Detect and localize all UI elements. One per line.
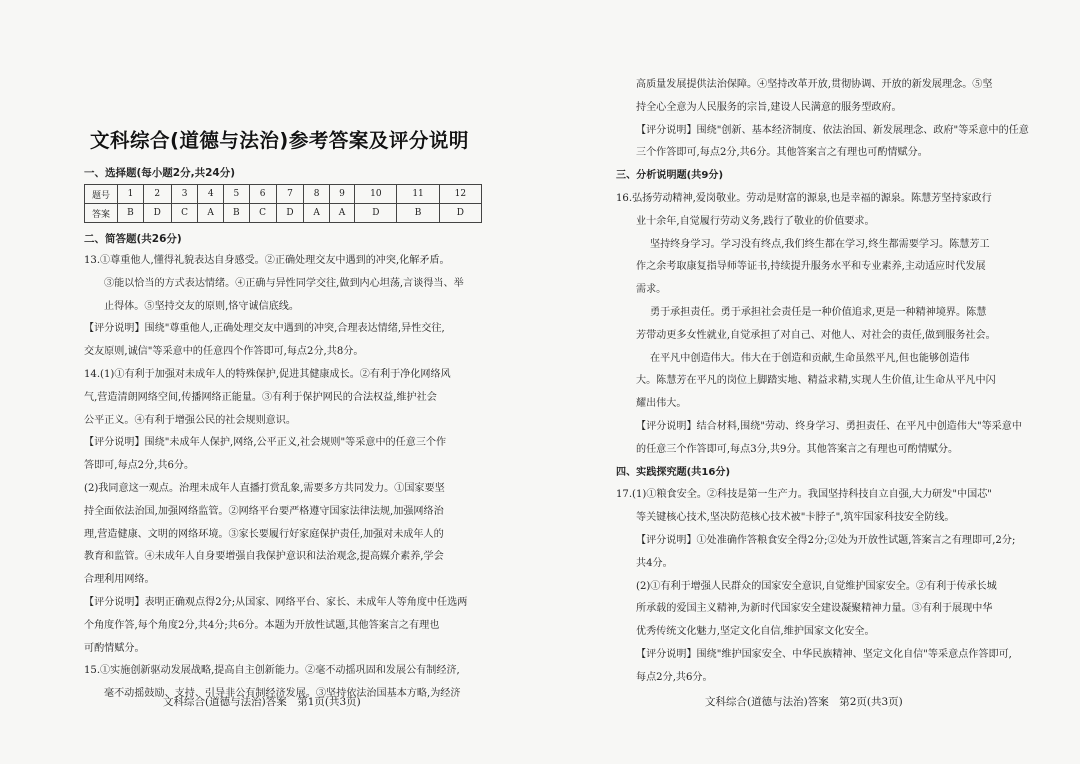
scoring-note-line: 【评分说明】围绕"创新、基本经济制度、依法治国、新发展理念、政府"等采意中的任意 [636,124,1029,136]
text-line: 业十余年,自觉履行劳动义务,践行了敬业的价值要求。 [636,215,875,227]
scoring-note-line: 每点2分,共6分。 [636,671,713,683]
table-cell: 12 [439,185,481,204]
scoring-note-line: 【评分说明】①处准确作答粮食安全得2分;②处为开放性试题,答案言之有理即可,2分; [636,534,1016,546]
text-line: 持全面依法治国,加强网络监管。②网络平台要严格遵守国家法律法规,加强网络治 [84,505,444,517]
scoring-note-line: 交友原则,诚信"等采意中的任意四个作答即可,每点2分,共8分。 [84,346,364,358]
text-line: 大。陈慧芳在平凡的岗位上脚踏实地、精益求精,实现人生价值,让生命从平凡中闪 [636,375,996,387]
table-cell: A [198,204,223,223]
text-line: 坚持终身学习。学习没有终点,我们终生都在学习,终生都需要学习。陈慧芳工 [650,238,990,250]
text-line: 高质量发展提供法治保障。④坚持改革开放,贯彻协调、开放的新发展理念。⑤坚 [636,79,993,90]
section-heading-short-answer: 二、简答题(共26分) [84,233,182,245]
document-title: 文科综合(道德与法治)参考答案及评分说明 [90,129,469,152]
table-cell: 3 [171,185,198,204]
page-2 [540,0,1080,764]
text-line: 等关键核心技术,坚决防范核心技术被"卡脖子",筑牢国家科技安全防线。 [636,512,955,524]
scoring-note-line: 【评分说明】结合材料,围绕"劳动、终身学习、勇担责任、在平凡中创造伟大"等采意中 [636,420,1022,432]
table-cell: 10 [355,185,397,204]
section-heading-choice: 一、选择题(每小题2分,共24分) [84,167,236,179]
section-heading-analysis: 三、分析说明题(共9分) [616,170,724,182]
page-1-footer: 文科综合(道德与法治)答案 第1页(共3页) [163,696,361,708]
table-cell: 9 [329,185,354,204]
scoring-note-line: 个角度作答,每个角度2分,共4分;共6分。本题为开放性试题,其他答案言之有理也 [84,619,440,631]
text-line: 优秀传统文化魅力,坚定文化自信,维护国家文化安全。 [636,626,875,638]
scoring-note-line: 答即可,每点2分,共6分。 [84,460,195,472]
table-cell: 1 [118,185,144,204]
table-cell: 2 [143,185,171,204]
table-cell: 7 [276,185,304,204]
table-cell: C [171,204,198,223]
text-line: ③能以恰当的方式表达情绪。④正确与异性同学交往,做到内心坦荡,言谈得当、举 [104,277,464,289]
text-line: 止得体。⑤坚持交友的原则,恪守诚信底线。 [104,300,299,312]
scoring-note-line: 可酌情赋分。 [84,642,145,654]
table-cell: A [304,204,329,223]
table-cell: 8 [304,185,329,204]
table-header-cell: 答案 [85,204,118,223]
table-cell: 5 [223,185,249,204]
table-cell: C [249,204,276,223]
text-line: 13.①尊重他人,懂得礼貌表达自身感受。②正确处理交友中遇到的冲突,化解矛盾。 [84,255,450,266]
scoring-note-line: 【评分说明】表明正确观点得2分;从国家、网络平台、家长、未成年人等角度中任选两 [84,596,468,608]
text-line: 需求。 [636,284,667,296]
text-line: 所承载的爱国主义精神,为新时代国家安全建设凝聚精神力量。③有利于展现中华 [636,603,993,615]
text-line: 公平正义。④有利于增强公民的社会规则意识。 [84,414,296,426]
text-line: (2)我同意这一观点。治理未成年人直播打赏乱象,需要多方共同发力。①国家要坚 [84,482,445,494]
answer-table [84,184,482,223]
section-heading-practice: 四、实践探究题(共16分) [616,466,731,478]
text-line: 勇于承担责任。勇于承担社会责任是一种价值追求,更是一种精神境界。陈慧 [650,306,987,318]
text-line: 毫不动摇鼓励、支持、引导非公有制经济发展。③坚持依法治国基本方略,为经济 [104,688,461,700]
table-cell: 6 [249,185,276,204]
scoring-note-line: 【评分说明】围绕"维护国家安全、中华民族精神、坚定文化自信"等采意点作答即可, [636,648,1012,660]
table-cell: D [355,204,397,223]
text-line: 16.弘扬劳动精神,爱岗敬业。劳动是财富的源泉,也是幸福的源泉。陈慧芳坚持家政行 [616,192,992,204]
table-cell: A [329,204,354,223]
text-line: 气,营造清朗网络空间,传播网络正能量。③有利于保护网民的合法权益,维护社会 [84,391,437,403]
text-line: 耀出伟大。 [636,398,687,410]
text-line: 14.(1)①有利于加强对未成年人的特殊保护,促进其健康成长。②有利于净化网络风 [84,368,451,380]
table-cell: 4 [198,185,223,204]
scoring-note-line: 共4分。 [636,557,673,569]
table-cell: 11 [397,185,439,204]
page-2-footer: 文科综合(道德与法治)答案 第2页(共3页) [705,696,903,708]
text-line: (2)①有利于增强人民群众的国家安全意识,自觉维护国家安全。②有利于传承长城 [636,580,997,592]
text-line: 教育和监管。④未成年人自身要增强自我保护意识和法治观念,提高媒介素养,学会 [84,551,444,563]
table-cell: D [143,204,171,223]
text-line: 17.(1)①粮食安全。②科技是第一生产力。我国坚持科技自立自强,大力研发"中国芯" [616,489,992,501]
table-row-question-numbers [85,185,482,204]
table-cell: B [118,204,144,223]
table-cell: B [223,204,249,223]
table-header-cell: 题号 [85,185,118,204]
text-line: 持全心全意为人民服务的宗旨,建设人民满意的服务型政府。 [636,101,902,113]
text-line: 合理利用网络。 [84,574,155,586]
text-line: 在平凡中创造伟大。伟大在于创造和贡献,生命虽然平凡,但也能够创造伟 [650,352,970,364]
scoring-note-line: 【评分说明】围绕"尊重他人,正确处理交友中遇到的冲突,合理表达情绪,异性交往, [84,323,445,335]
table-row-answers [85,204,482,223]
text-line: 芳带动更多女性就业,自觉承担了对自己、对他人、对社会的责任,做到服务社会。 [636,329,996,341]
table-cell: B [397,204,439,223]
table-cell: D [439,204,481,223]
scoring-note-line: 【评分说明】围绕"未成年人保护,网络,公平正义,社会规则"等采意中的任意三个作 [84,437,447,449]
table-cell: D [276,204,304,223]
scoring-note-line: 三个作答即可,每点2分,共6分。其他答案言之有理也可酌情赋分。 [636,147,928,159]
scoring-note-line: 的任意三个作答即可,每点3分,共9分。其他答案言之有理也可酌情赋分。 [636,443,959,455]
text-line: 理,营造健康、文明的网络环境。③家长要履行好家庭保护责任,加强对未成年人的 [84,528,444,540]
text-line: 作之余考取康复指导师等证书,持续提升服务水平和专业素养,主动适应时代发展 [636,261,986,273]
text-line: 15.①实施创新驱动发展战略,提高自主创新能力。②毫不动摇巩固和发展公有制经济, [84,665,460,677]
